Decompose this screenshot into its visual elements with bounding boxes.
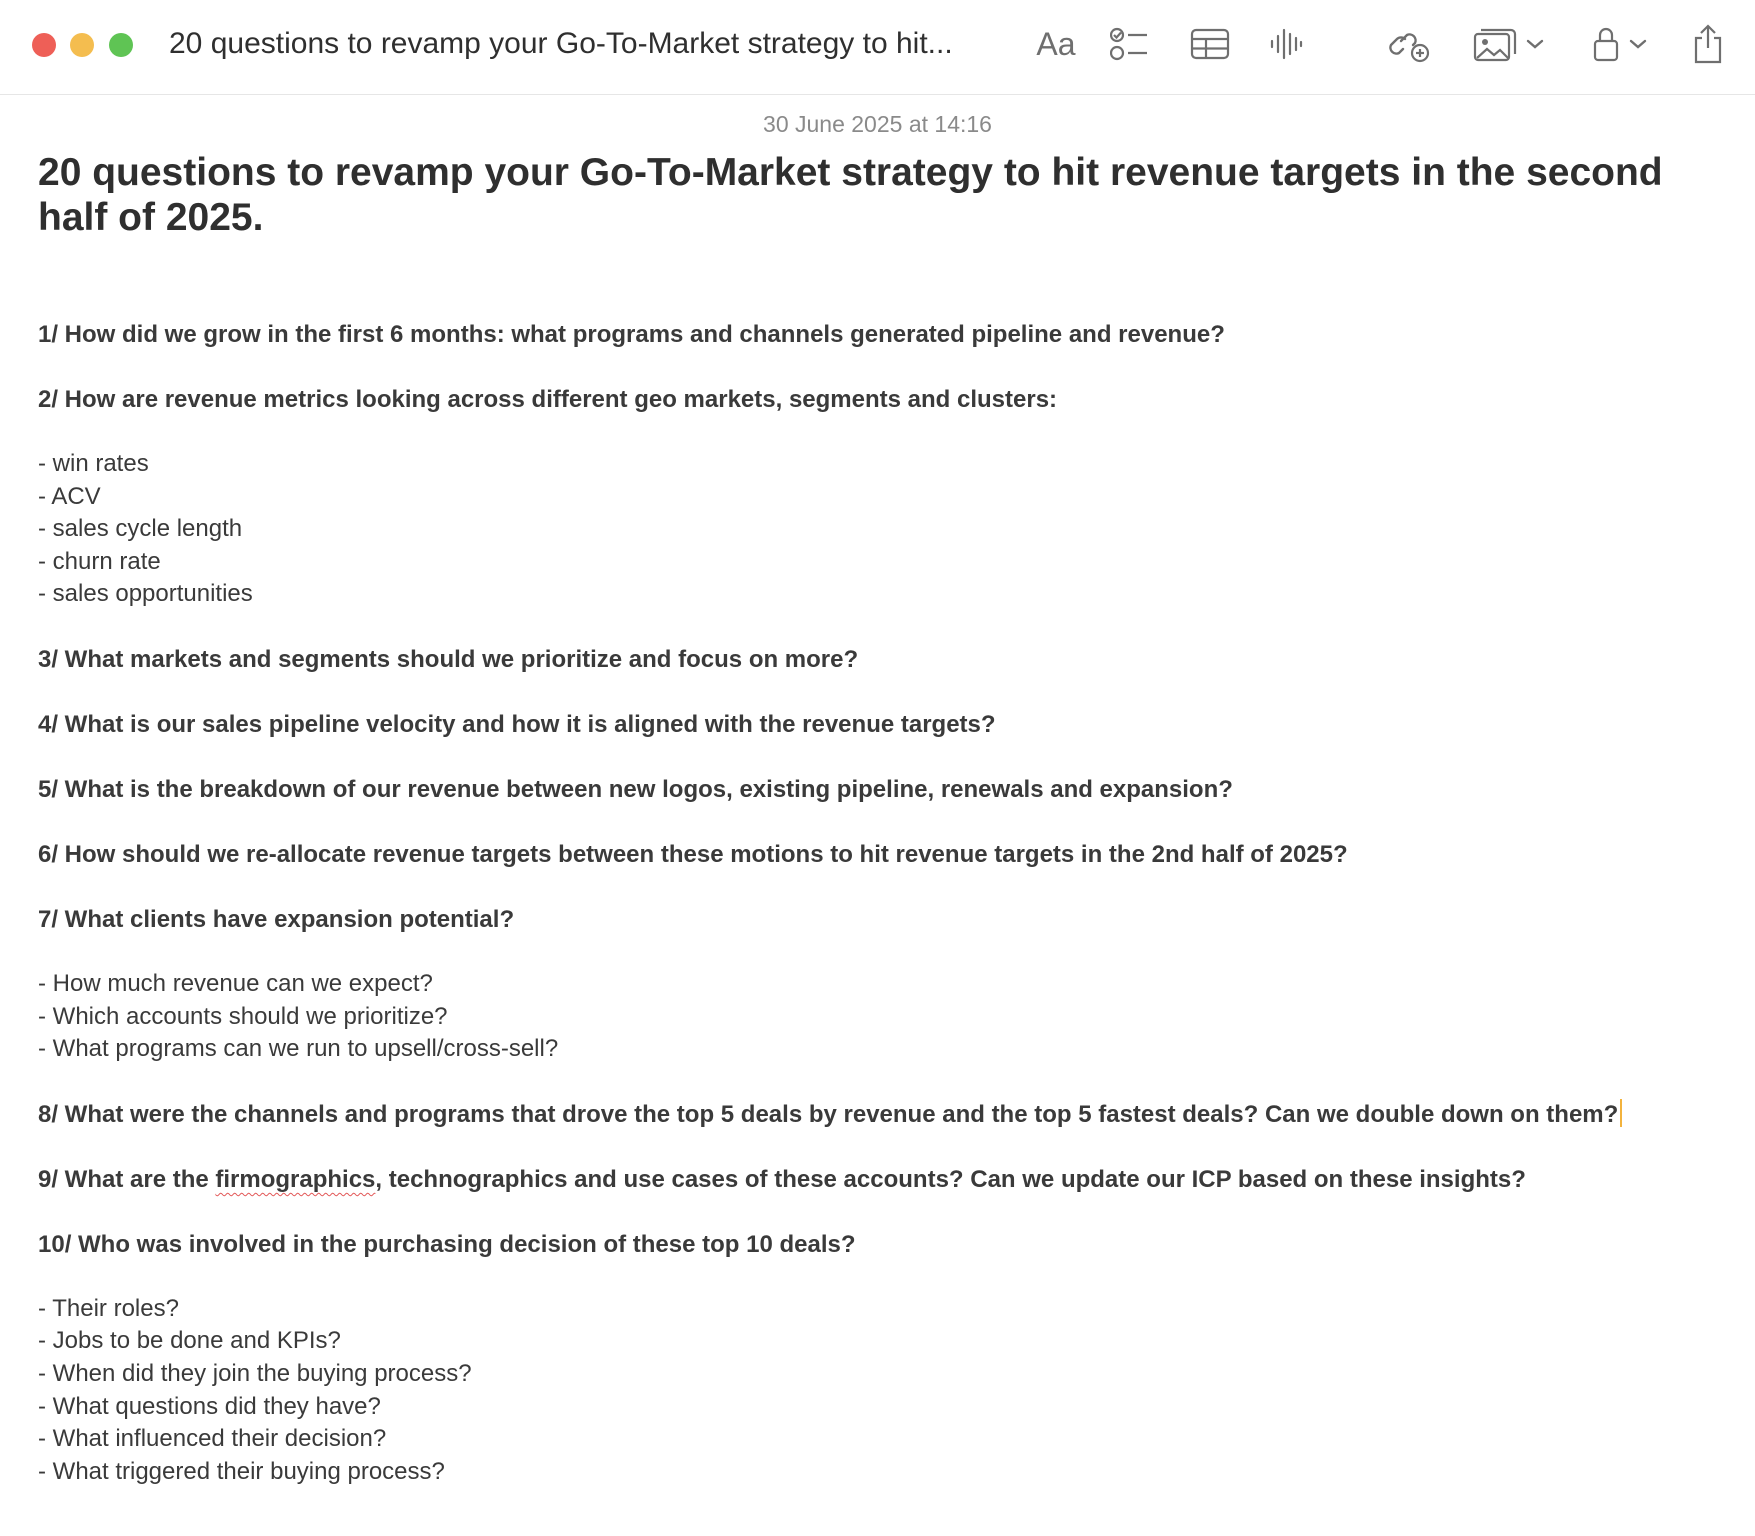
chevron-down-icon xyxy=(1525,37,1545,51)
minimize-window-button[interactable] xyxy=(70,33,94,57)
question-2-list xyxy=(38,448,1728,611)
close-window-button[interactable] xyxy=(32,33,56,57)
window-title: 20 questions to revamp your Go-To-Market strategy to hit... xyxy=(169,27,953,60)
question-4: 4/ What is our sales pipeline velocity and how it is aligned with the revenue targets? xyxy=(38,710,996,738)
question-10-list xyxy=(38,1293,1728,1489)
question-10: 10/ Who was involved in the purchasing decision of these top 10 deals? xyxy=(38,1230,856,1258)
list-item: - What programs can we run to upsell/cross-sell? xyxy=(38,1035,559,1063)
lock-icon xyxy=(1592,25,1620,63)
checklist-icon xyxy=(1110,26,1150,62)
question-3: 3/ What markets and segments should we prioritize and focus on more? xyxy=(38,645,859,673)
list-item: - Which accounts should we prioritize? xyxy=(38,1002,448,1030)
question-9-prefix: 9/ What are the xyxy=(38,1165,216,1193)
list-item: - ACV xyxy=(38,482,101,510)
audio-recording-button[interactable] xyxy=(1262,20,1310,68)
photo-icon xyxy=(1473,26,1517,62)
note-title: 20 questions to revamp your Go-To-Market strategy to hit revenue targets in the second half of 2025. xyxy=(38,151,1663,239)
collaborate-link-icon xyxy=(1389,25,1431,63)
list-item: - sales cycle length xyxy=(38,515,243,543)
question-1: 1/ How did we grow in the first 6 months: what programs and channels generated pipeline and revenue? xyxy=(38,321,1225,348)
media-menu-button[interactable] xyxy=(1468,20,1550,68)
lock-menu-button[interactable] xyxy=(1586,20,1654,68)
list-item: - sales opportunities xyxy=(38,580,253,608)
format-text-icon: Aa xyxy=(1036,25,1076,62)
question-6: 6/ How should we re-allocate revenue targets between these motions to hit revenue targets in the 2nd half of 2025? xyxy=(38,840,1348,868)
text-cursor xyxy=(1620,1099,1622,1127)
note-editor[interactable] xyxy=(38,150,1728,1488)
misspelled-word[interactable]: firmographics xyxy=(215,1165,376,1193)
question-5: 5/ What is the breakdown of our revenue between new logos, existing pipeline, renewals and expansion? xyxy=(38,775,1233,803)
list-item: - What triggered their buying process? xyxy=(38,1457,445,1485)
question-9-suffix: , technographics and use cases of these accounts? Can we update our ICP based on these insights? xyxy=(375,1165,1526,1193)
question-9 xyxy=(38,1163,1728,1196)
list-item: - What influenced their decision? xyxy=(38,1425,387,1453)
question-8-text: 8/ What were the channels and programs that drove the top 5 deals by revenue and the top 5 fastest deals? Can we double down on them? xyxy=(38,1100,1619,1128)
checklist-button[interactable] xyxy=(1104,20,1156,68)
list-item: - churn rate xyxy=(38,547,161,575)
chevron-down-icon xyxy=(1628,37,1648,51)
share-button[interactable] xyxy=(1686,20,1730,68)
question-2: 2/ How are revenue metrics looking across different geo markets, segments and clusters: xyxy=(38,386,1058,413)
format-text-button[interactable] xyxy=(1024,20,1088,68)
window-toolbar xyxy=(0,0,1755,95)
collaborate-button[interactable] xyxy=(1384,20,1436,68)
list-item: - Their roles? xyxy=(38,1294,179,1322)
list-item: - Jobs to be done and KPIs? xyxy=(38,1327,341,1355)
question-7: 7/ What clients have expansion potential? xyxy=(38,905,515,933)
list-item: - win rates xyxy=(38,450,149,477)
list-item: - How much revenue can we expect? xyxy=(38,969,433,997)
list-item: - When did they join the buying process? xyxy=(38,1359,472,1387)
question-7-list xyxy=(38,968,1728,1066)
list-item: - What questions did they have? xyxy=(38,1392,381,1420)
note-timestamp: 30 June 2025 at 14:16 xyxy=(763,111,992,137)
share-icon xyxy=(1692,24,1724,64)
zoom-window-button[interactable] xyxy=(109,33,133,57)
waveform-icon xyxy=(1269,28,1303,60)
table-icon xyxy=(1190,28,1230,60)
question-8 xyxy=(38,1098,1728,1131)
table-button[interactable] xyxy=(1184,20,1236,68)
